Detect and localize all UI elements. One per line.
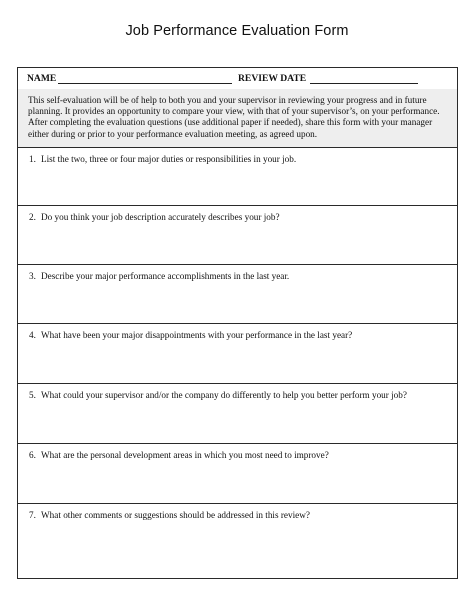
evaluation-form xyxy=(17,67,458,579)
question-number: 3. xyxy=(29,271,36,281)
question-number: 1. xyxy=(29,154,36,164)
question-6[interactable] xyxy=(18,444,457,504)
question-7[interactable] xyxy=(18,504,457,578)
question-4[interactable] xyxy=(18,324,457,384)
question-text: List the two, three or four major duties or responsibilities in your job. xyxy=(41,154,297,164)
name-label: NAME xyxy=(27,73,57,84)
question-2[interactable] xyxy=(18,206,457,265)
name-field[interactable] xyxy=(58,83,232,84)
form-title: Job Performance Evaluation Form xyxy=(125,23,349,39)
question-1[interactable] xyxy=(18,148,457,206)
question-5[interactable] xyxy=(18,384,457,444)
question-text: Do you think your job description accurately describes your job? xyxy=(41,212,280,222)
question-text: Describe your major performance accomplishments in the last year. xyxy=(41,271,290,281)
question-text: What could your supervisor and/or the company do differently to help you better perform your job? xyxy=(41,390,407,400)
question-number: 5. xyxy=(29,390,36,400)
question-3[interactable] xyxy=(18,265,457,324)
question-number: 4. xyxy=(29,330,36,340)
review-date-label: REVIEW DATE xyxy=(238,73,307,84)
question-number: 6. xyxy=(29,450,36,460)
name-review-date-row xyxy=(18,68,457,90)
question-text: What have been your major disappointments with your performance in the last year? xyxy=(41,330,353,340)
question-text: What other comments or suggestions should be addressed in this review? xyxy=(41,510,310,520)
question-number: 2. xyxy=(29,212,36,222)
intro-text: This self-evaluation will be of help to both you and your supervisor in reviewing your progress and in future planning. It provides an opportunity to compare your view, with that of your supervisor’s, on your performance. After completing the evaluation questions (use additional paper if needed), share this form with your manager either during or prior to your performance evaluation meeting, as agreed upon. xyxy=(18,89,457,148)
question-text: What are the personal development areas in which you most need to improve? xyxy=(41,450,329,460)
review-date-field[interactable] xyxy=(310,83,418,84)
question-number: 7. xyxy=(29,510,36,520)
